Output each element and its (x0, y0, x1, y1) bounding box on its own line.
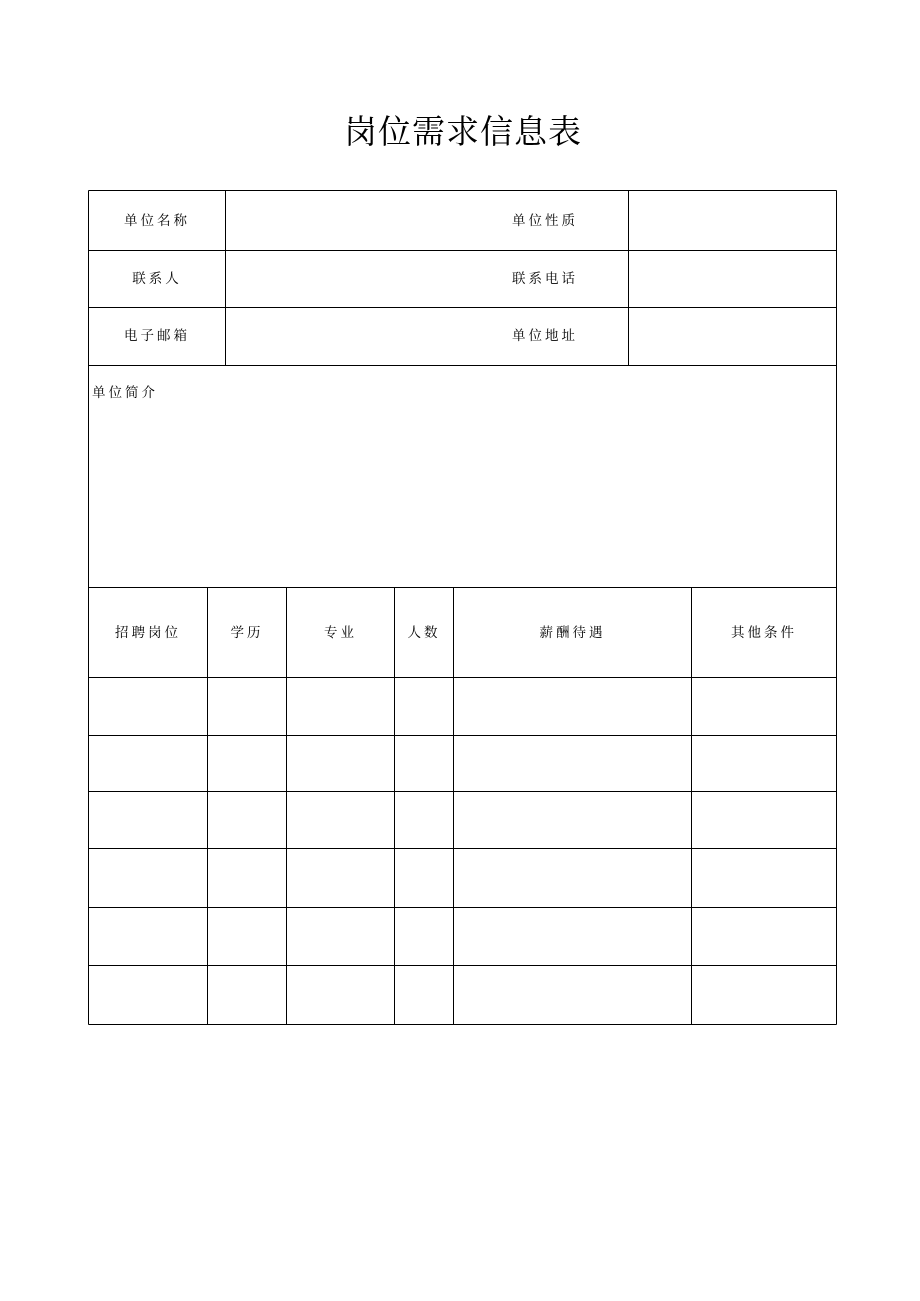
email-label: 电子邮箱 (124, 328, 190, 344)
table-cell-other-conditions[interactable] (692, 736, 835, 791)
unit-intro-field[interactable] (89, 406, 836, 587)
table-cell-salary[interactable] (454, 966, 691, 1023)
contact-phone-label: 联系电话 (512, 271, 578, 287)
table-cell-position[interactable] (89, 736, 207, 791)
table-cell-education[interactable] (208, 792, 286, 848)
table-header-other-conditions: 其他条件 (731, 625, 797, 641)
contact-person-label: 联系人 (132, 271, 182, 287)
unit-address-field[interactable] (629, 308, 836, 365)
contact-phone-field[interactable] (629, 251, 836, 307)
table-cell-position[interactable] (89, 966, 207, 1023)
table-cell-position[interactable] (89, 849, 207, 907)
table-cell-education[interactable] (208, 966, 286, 1023)
unit-nature-label: 单位性质 (512, 213, 578, 229)
table-cell-major[interactable] (287, 736, 394, 791)
table-cell-education[interactable] (208, 908, 286, 965)
unit-nature-field[interactable] (629, 191, 836, 250)
table-cell-education[interactable] (208, 849, 286, 907)
table-cell-major[interactable] (287, 792, 394, 848)
table-cell-major[interactable] (287, 678, 394, 735)
contact-person-field[interactable] (226, 251, 506, 307)
table-cell-headcount[interactable] (395, 678, 453, 735)
table-cell-headcount[interactable] (395, 736, 453, 791)
table-cell-other-conditions[interactable] (692, 908, 835, 965)
table-cell-other-conditions[interactable] (692, 966, 835, 1023)
table-cell-education[interactable] (208, 678, 286, 735)
table-cell-salary[interactable] (454, 908, 691, 965)
table-cell-position[interactable] (89, 792, 207, 848)
table-header-position: 招聘岗位 (115, 625, 181, 641)
table-header-major: 专业 (324, 625, 357, 641)
table-header-education: 学历 (230, 625, 264, 641)
table-cell-other-conditions[interactable] (692, 792, 835, 848)
table-header-salary: 薪酬待遇 (539, 625, 606, 641)
form-title: 岗位需求信息表 (344, 112, 582, 151)
table-cell-headcount[interactable] (395, 966, 453, 1023)
unit-address-label: 单位地址 (512, 328, 578, 344)
table-cell-major[interactable] (287, 908, 394, 965)
unit-name-label: 单位名称 (124, 213, 190, 229)
table-cell-headcount[interactable] (395, 908, 453, 965)
table-cell-education[interactable] (208, 736, 286, 791)
table-cell-headcount[interactable] (395, 849, 453, 907)
table-cell-major[interactable] (287, 849, 394, 907)
table-cell-salary[interactable] (454, 678, 691, 735)
table-cell-salary[interactable] (454, 849, 691, 907)
table-cell-other-conditions[interactable] (692, 678, 835, 735)
table-cell-position[interactable] (89, 908, 207, 965)
email-field[interactable] (226, 308, 506, 365)
table-cell-headcount[interactable] (395, 792, 453, 848)
unit-name-field[interactable] (226, 191, 506, 250)
unit-intro-label: 单位简介 (92, 385, 158, 401)
table-cell-salary[interactable] (454, 736, 691, 791)
table-cell-position[interactable] (89, 678, 207, 735)
table-header-headcount: 人数 (407, 625, 441, 641)
table-cell-salary[interactable] (454, 792, 691, 848)
table-cell-other-conditions[interactable] (692, 849, 835, 907)
table-cell-major[interactable] (287, 966, 394, 1023)
